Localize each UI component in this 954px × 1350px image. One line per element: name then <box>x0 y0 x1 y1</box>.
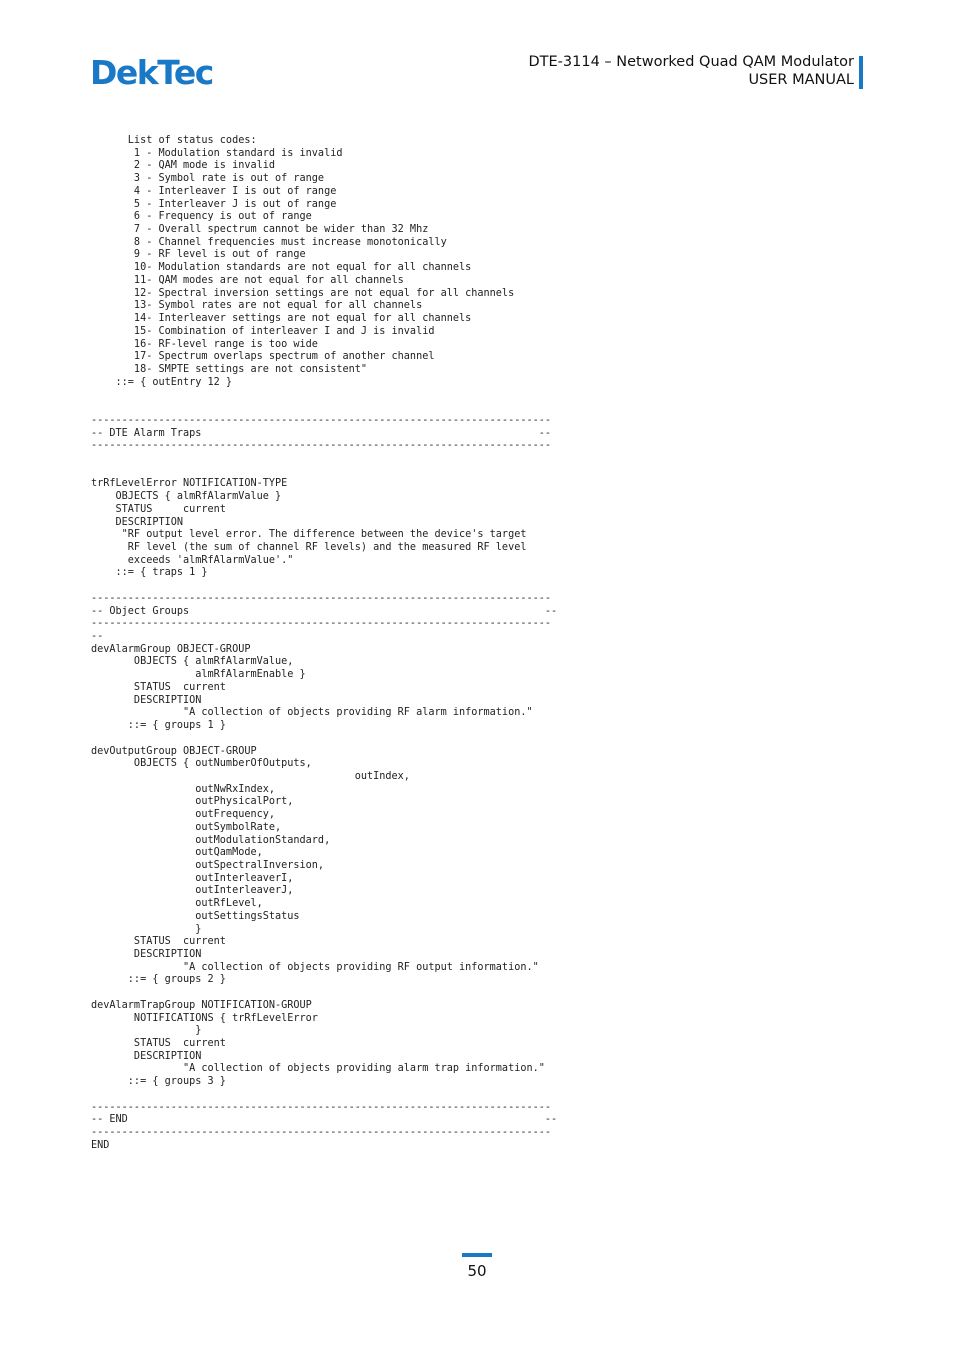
code-line: --------------------------------------------------------------------------- <box>91 1127 552 1139</box>
code-line: ::= { traps 1 } <box>91 567 208 579</box>
code-line: 4 - Interleaver I is out of range <box>91 185 337 197</box>
code-line: almRfAlarmEnable } <box>91 669 306 681</box>
code-line: outSpectralInversion, <box>91 859 325 871</box>
code-line <box>91 402 557 415</box>
code-line: outQamMode, <box>91 847 263 859</box>
code-line: DESCRIPTION <box>91 694 202 706</box>
code-line <box>91 1089 557 1102</box>
code-line: } <box>91 1025 202 1037</box>
code-line: ::= { groups 2 } <box>91 974 226 986</box>
code-line: 2 - QAM mode is invalid <box>91 160 276 172</box>
code-line: "A collection of objects providing alarm trap information." <box>91 1063 545 1075</box>
dektec-logo <box>90 55 220 87</box>
code-line: devAlarmTrapGroup NOTIFICATION-GROUP <box>91 999 312 1011</box>
code-line: STATUS current <box>91 936 226 948</box>
code-line: 15- Combination of interleaver I and J is invalid <box>91 325 435 337</box>
code-line: --------------------------------------------------------------------------- <box>91 414 552 426</box>
code-line: 5 - Interleaver J is out of range <box>91 198 337 210</box>
code-line: OBJECTS { outNumberOfOutputs, <box>91 758 312 770</box>
code-line <box>91 389 557 402</box>
code-line: NOTIFICATIONS { trRfLevelError <box>91 1012 318 1024</box>
code-line: -- Object Groups -- <box>91 605 558 617</box>
header-accent-bar <box>859 56 863 89</box>
code-line <box>91 987 557 1000</box>
code-line: 12- Spectral inversion settings are not equal for all channels <box>91 287 515 299</box>
code-line <box>91 733 557 746</box>
code-line: -- END -- <box>91 1114 558 1126</box>
document-subtitle: USER MANUAL <box>748 72 854 88</box>
code-line: outInterleaverJ, <box>91 885 294 897</box>
code-line: 13- Symbol rates are not equal for all channels <box>91 300 423 312</box>
code-line <box>91 580 557 593</box>
code-line: "A collection of objects providing RF output information." <box>91 961 539 973</box>
code-line: --------------------------------------------------------------------------- <box>91 440 552 452</box>
code-line: outSymbolRate, <box>91 821 282 833</box>
code-line: ::= { groups 3 } <box>91 1076 226 1088</box>
code-line: -- <box>91 631 104 643</box>
code-line: "A collection of objects providing RF alarm information." <box>91 707 533 719</box>
code-line: 6 - Frequency is out of range <box>91 211 312 223</box>
code-line: 11- QAM modes are not equal for all channels <box>91 274 404 286</box>
code-line <box>91 466 557 479</box>
code-line: 18- SMPTE settings are not consistent" <box>91 363 368 375</box>
code-line: 16- RF-level range is too wide <box>91 338 318 350</box>
code-line: END <box>91 1139 110 1151</box>
code-line: } <box>91 923 202 935</box>
page-number-rule <box>462 1253 492 1257</box>
code-line: -- DTE Alarm Traps -- <box>91 427 552 439</box>
page-header <box>528 53 863 89</box>
code-line: outFrequency, <box>91 809 276 821</box>
page-number: 50 <box>467 1262 487 1280</box>
code-line: 14- Interleaver settings are not equal for all channels <box>91 313 472 325</box>
code-line: DESCRIPTION <box>91 516 184 528</box>
code-line: outModulationStandard, <box>91 834 331 846</box>
code-line: RF level (the sum of channel RF levels) and the measured RF level <box>91 542 527 553</box>
code-line: OBJECTS { almRfAlarmValue } <box>91 491 282 503</box>
code-line: outNwRxIndex, <box>91 783 276 795</box>
code-line: 7 - Overall spectrum cannot be wider than 32 Mhz <box>91 224 429 236</box>
code-line: STATUS current <box>91 1038 226 1050</box>
code-line: trRfLevelError NOTIFICATION-TYPE <box>91 478 288 490</box>
code-line: --------------------------------------------------------------------------- <box>91 618 552 630</box>
code-line: devOutputGroup OBJECT-GROUP <box>91 745 257 757</box>
code-line: devAlarmGroup OBJECT-GROUP <box>91 643 251 655</box>
code-line: 10- Modulation standards are not equal for all channels <box>91 262 472 274</box>
code-line: List of status codes: <box>91 135 257 146</box>
code-line: ::= { outEntry 12 } <box>91 376 233 388</box>
code-line: --------------------------------------------------------------------------- <box>91 592 552 604</box>
code-line: DESCRIPTION <box>91 1050 202 1062</box>
code-line: 1 - Modulation standard is invalid <box>91 147 343 159</box>
code-line: STATUS current <box>91 503 226 515</box>
svg-text:DekTec: DekTec <box>90 55 213 87</box>
code-line: 9 - RF level is out of range <box>91 249 306 261</box>
code-line: 17- Spectrum overlaps spectrum of another channel <box>91 351 435 363</box>
code-line: STATUS current <box>91 681 226 693</box>
header-text <box>528 53 859 89</box>
mib-code-listing <box>91 135 557 1153</box>
code-line: outInterleaverI, <box>91 872 294 884</box>
code-line: ::= { groups 1 } <box>91 720 226 732</box>
document-title: DTE-3114 – Networked Quad QAM Modulator <box>528 54 854 70</box>
code-line: outRfLevel, <box>91 898 263 910</box>
code-line: outIndex, <box>91 770 410 782</box>
code-line: outSettingsStatus <box>91 910 300 922</box>
code-line <box>91 453 557 466</box>
code-line: outPhysicalPort, <box>91 796 294 808</box>
code-line: 8 - Channel frequencies must increase monotonically <box>91 236 447 248</box>
code-line: exceeds 'almRfAlarmValue'." <box>91 554 294 566</box>
code-line: --------------------------------------------------------------------------- <box>91 1101 552 1113</box>
code-line: OBJECTS { almRfAlarmValue, <box>91 656 294 668</box>
code-line: 3 - Symbol rate is out of range <box>91 173 325 185</box>
code-line: DESCRIPTION <box>91 949 202 960</box>
code-line: "RF output level error. The difference between the device's target <box>91 529 527 541</box>
